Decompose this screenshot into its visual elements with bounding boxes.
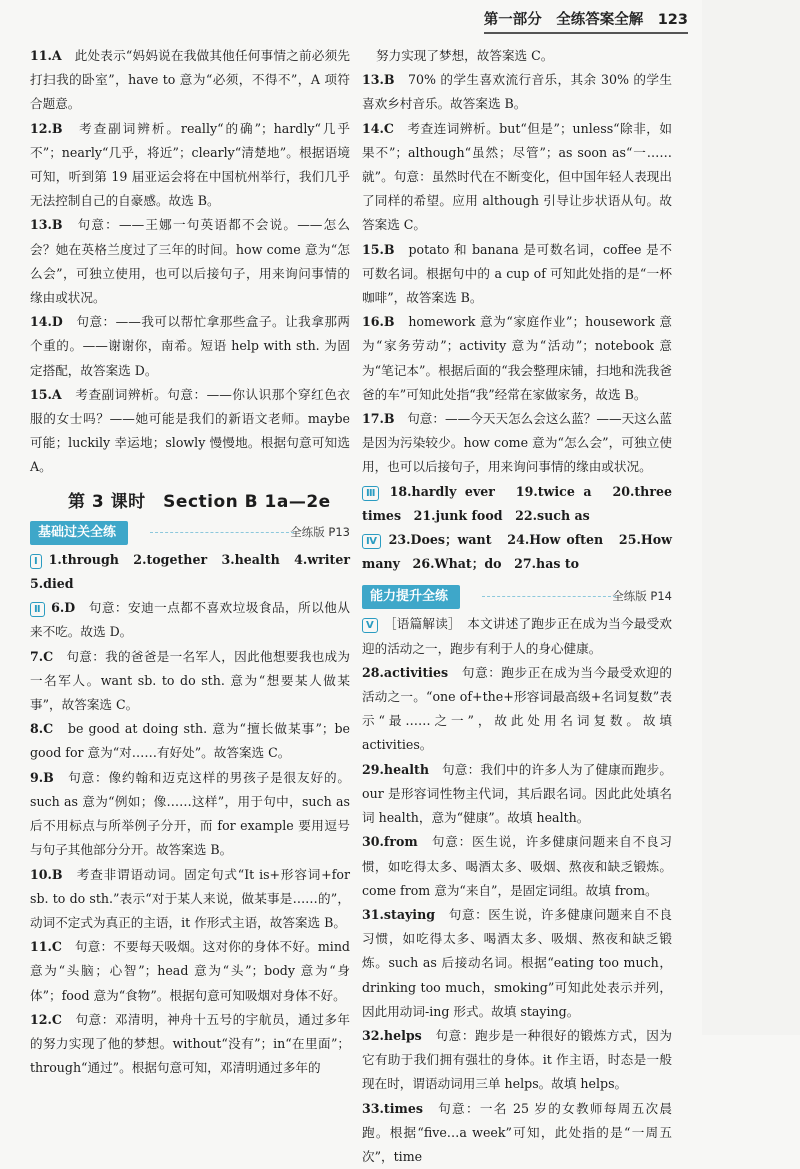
answer-number: 12.B: [30, 120, 63, 136]
answer-number: 16.B: [362, 314, 395, 330]
answer-number: 30.from: [362, 834, 418, 850]
answer-number: 14.C: [362, 120, 394, 136]
answer-explanation: 句意：——今天天怎么会这么蓝？——天这么蓝是因为污染较少。how come 意为“怎么会”，可独立使用，也可以后接句子，用来询问事情的缘由或状况。: [362, 411, 672, 475]
answer-explanation: 句意：医生说，许多健康问题来自不良习惯，如吃得太多、喝酒太多、吸烟、熬夜和缺乏锻炼。such as 后接动名词。根据“eating too much，drinking too much，smoking”可知此处表示并列，因此用动词-ing 形式。故填 staying。: [362, 906, 672, 1019]
answer-number: 28.activities: [362, 664, 449, 680]
section-i-mark: Ⅰ: [30, 554, 42, 569]
answer-explanation: 句意：我们中的许多人为了健康而跑步。our 是形容词性物主代词，其后跟名词。因此此处填名词 health，意为“健康”。故填 health。: [362, 761, 672, 826]
answer-item: [362, 238, 672, 311]
answer-item: [362, 68, 672, 116]
answer-explanation: homework 意为“家庭作业”；housework 意为“家务劳动”；activity 意为“活动”；notebook 意为“笔记本”。根据后面的“我会整理床铺，扫地和洗我爸爸的车”可知此处指“我”经常在家做家务，故选 B。: [362, 314, 672, 402]
section-iv: [362, 528, 672, 576]
section-iii-answers: 18.hardly ever 19.twice a 20.three times 21.junk food 22.such as: [362, 483, 672, 523]
items-bottom-left: [30, 596, 350, 1080]
answer-explanation: 考查副词辨析。really“的确”；hardly“几乎不”；nearly“几乎，将近”；clearly“清楚地”。根据语境可知，听到第 19 届亚运会将在中国杭州举行，我们几乎无法控制自己的自豪感。故选 B。: [30, 120, 350, 209]
band-divider: [482, 596, 616, 597]
answer-item: [30, 596, 350, 644]
answer-explanation: 句意：不要每天吸烟。这对你的身体不好。mind 意为“头脑；心智”；head 意为“头”；body 意为“身体”；food 意为“食物”。根据句意可知吸烟对身体不好。: [30, 939, 350, 1003]
answer-item: [30, 863, 350, 936]
section-iii-mark: Ⅲ: [362, 486, 379, 501]
answer-explanation: potato 和 banana 是可数名词，coffee 是不可数名词。根据句中的 a cup of 可知此处指的是“一杯咖啡”，故答案选 B。: [362, 241, 672, 306]
answer-number: 31.staying: [362, 906, 436, 922]
answer-explanation: 句意：像约翰和迈克这样的男孩子是很友好的。such as 意为“例如；像……这样”，用于句中，such as 后不用标点与所举例子分开，而 for example 要用逗号与句子其他部分分开。故答案选 B。: [30, 769, 350, 858]
page-gutter: [702, 0, 800, 1035]
answer-number: 14.D: [30, 314, 63, 330]
answer-item: [362, 830, 672, 903]
answer-item: [362, 661, 672, 758]
band-edition: 全练版 P14: [612, 589, 672, 604]
answer-explanation: 考查连词辨析。but“但是”；unless“除非，如果不”；although“虽然；尽管”；as soon as“一……就”。句意：虽然时代在不断变化，但中国年轻人表现出了同样的希望。应用 although 引导让步状语从句。故答案选 C。: [362, 120, 672, 233]
answer-number: 7.C: [30, 648, 54, 664]
answer-explanation: 句意：安迪一点都不喜欢垃圾食品，所以他从来不吃。故选 D。: [30, 600, 350, 640]
answer-explanation: 考查非谓语动词。固定句式“It is+形容词+for sb. to do sth.”表示“对于某人来说，做某事是……的”，动词不定式为真正的主语，it 作形式主语，故答案选 B。: [30, 866, 350, 930]
answer-item: [30, 44, 350, 117]
answer-item: [30, 717, 350, 765]
section-ii-mark: Ⅱ: [30, 602, 45, 617]
passage-intro: [362, 612, 672, 660]
lesson-title: 第 3 课时 Section B 1a—2e: [68, 491, 331, 512]
answer-item: [30, 766, 350, 863]
answer-item: [30, 645, 350, 718]
answer-explanation: 句意：医生说，许多健康问题来自不良习惯，如吃得太多、喝酒太多、吸烟、熬夜和缺乏锻炼。come from 意为“来自”，是固定词组。故填 from。: [362, 834, 672, 898]
answer-number: 9.B: [30, 769, 54, 785]
answer-number: 33.times: [362, 1100, 423, 1116]
answer-number: 17.B: [362, 411, 395, 427]
answer-item: [362, 1097, 672, 1169]
answer-explanation: 句意：——我可以帮忙拿那些盒子。让我拿那两个重的。——谢谢你，南希。短语 help with sth. 为固定搭配，故答案选 D。: [30, 314, 350, 378]
answer-number: 10.B: [30, 866, 63, 882]
right-column: [362, 44, 672, 1169]
answer-number: 13.B: [362, 72, 395, 88]
answer-number: 15.B: [362, 241, 395, 257]
answer-explanation: 句意：我的爸爸是一名军人，因此他想要我也成为一名军人。want sb. to do sth. 意为“想要某人做某事”，故答案选 C。: [30, 648, 350, 713]
items-bottom-right: [362, 661, 672, 1169]
answer-item: [30, 310, 350, 383]
page-header: 第一部分 全练答案全解 123: [484, 8, 688, 34]
continuation-text: 努力实现了梦想，故答案选 C。: [376, 48, 554, 63]
band-divider: [150, 532, 294, 533]
section-iv-mark: Ⅳ: [362, 534, 381, 549]
answer-number: 15.A: [30, 386, 62, 402]
band-label: 基础过关全练: [30, 521, 128, 545]
items-top-left: [30, 44, 350, 480]
answer-explanation: 此处表示“妈妈说在我做其他任何事情之前必须先打扫我的卧室”，have to 意为“必须，不得不”，A 项符合题意。: [30, 48, 350, 112]
band-label: 能力提升全练: [362, 585, 460, 609]
answer-item: [362, 407, 672, 480]
items-top-right: [362, 68, 672, 479]
answer-item: [30, 1008, 350, 1081]
answer-explanation: 70% 的学生喜欢流行音乐，其余 30% 的学生喜欢乡村音乐。故答案选 B。: [362, 72, 672, 112]
answer-number: 32.helps: [362, 1027, 422, 1043]
section-iii: [362, 480, 672, 528]
answer-number: 8.C: [30, 721, 54, 737]
answer-number: 13.B: [30, 217, 63, 233]
band-edition: 全练版 P13: [290, 524, 350, 539]
passage-intro-text: ［语篇解读］ 本文讲述了跑步正在成为当今最受欢迎的活动之一，跑步有利于人的身心健康。: [362, 616, 672, 656]
answer-number: 12.C: [30, 1011, 62, 1027]
answer-explanation: 句意：跑步正在成为当今最受欢迎的活动之一。“one of+the+形容词最高级+名词复数”表示“最……之一”，故此处用名词复数。故填 activities。: [362, 664, 672, 753]
section-i: [30, 548, 363, 596]
answer-number: 11.C: [30, 939, 62, 955]
answer-explanation: 句意：一名 25 岁的女教师每周五次晨跑。根据“five…a week”可知，此处指的是“一周五次”，time: [362, 1100, 672, 1164]
answer-item: [30, 383, 350, 480]
answer-number: 29.health: [362, 761, 429, 777]
section-v-mark: Ⅴ: [362, 618, 378, 633]
section-i-answers: 1.through 2.together 3.health 4.writer 5.died: [30, 551, 363, 592]
answer-item: [362, 758, 672, 831]
answer-item: [362, 117, 672, 238]
left-column: [30, 44, 363, 1080]
section-iv-answers: 23.Does；want 24.How often 25.How many 26.What；do 27.has to: [362, 532, 672, 572]
answer-item: [362, 310, 672, 407]
answer-item: [362, 903, 672, 1024]
answer-item: [30, 935, 350, 1008]
answer-item: [30, 213, 350, 310]
answer-item: [30, 117, 350, 214]
answer-explanation: 考查副词辨析。句意：——你认识那个穿红色衣服的女士吗？——她可能是我们的新语文老师。maybe 可能；luckily 幸运地；slowly 慢慢地。根据句意可知选 A。: [30, 386, 350, 475]
answer-explanation: 句意：跑步是一种很好的锻炼方式，因为它有助于我们拥有强壮的身体。it 作主语，时态是一般现在时，谓语动词用三单 helps。故填 helps。: [362, 1027, 672, 1092]
answer-number: 11.A: [30, 48, 62, 63]
section-band-basic: [30, 520, 350, 544]
answer-explanation: be good at doing sth. 意为“擅长做某事”；be good for 意为“对……有好处”。故答案选 C。: [30, 721, 350, 761]
answer-explanation: 句意：——王娜一句英语都不会说。——怎么会？她在英格兰度过了三年的时间。how come 意为“怎么会”，可独立使用，也可以后接句子，用来询问事情的缘由或状况。: [30, 217, 350, 306]
answer-number: 6.D: [51, 600, 76, 616]
section-band-advanced: [362, 584, 672, 608]
answer-explanation: 句意：邓清明，神舟十五号的宇航员，通过多年的努力实现了他的梦想。without“没有”；in“在里面”；through“通过”。根据句意可知，邓清明通过多年的: [30, 1011, 350, 1076]
